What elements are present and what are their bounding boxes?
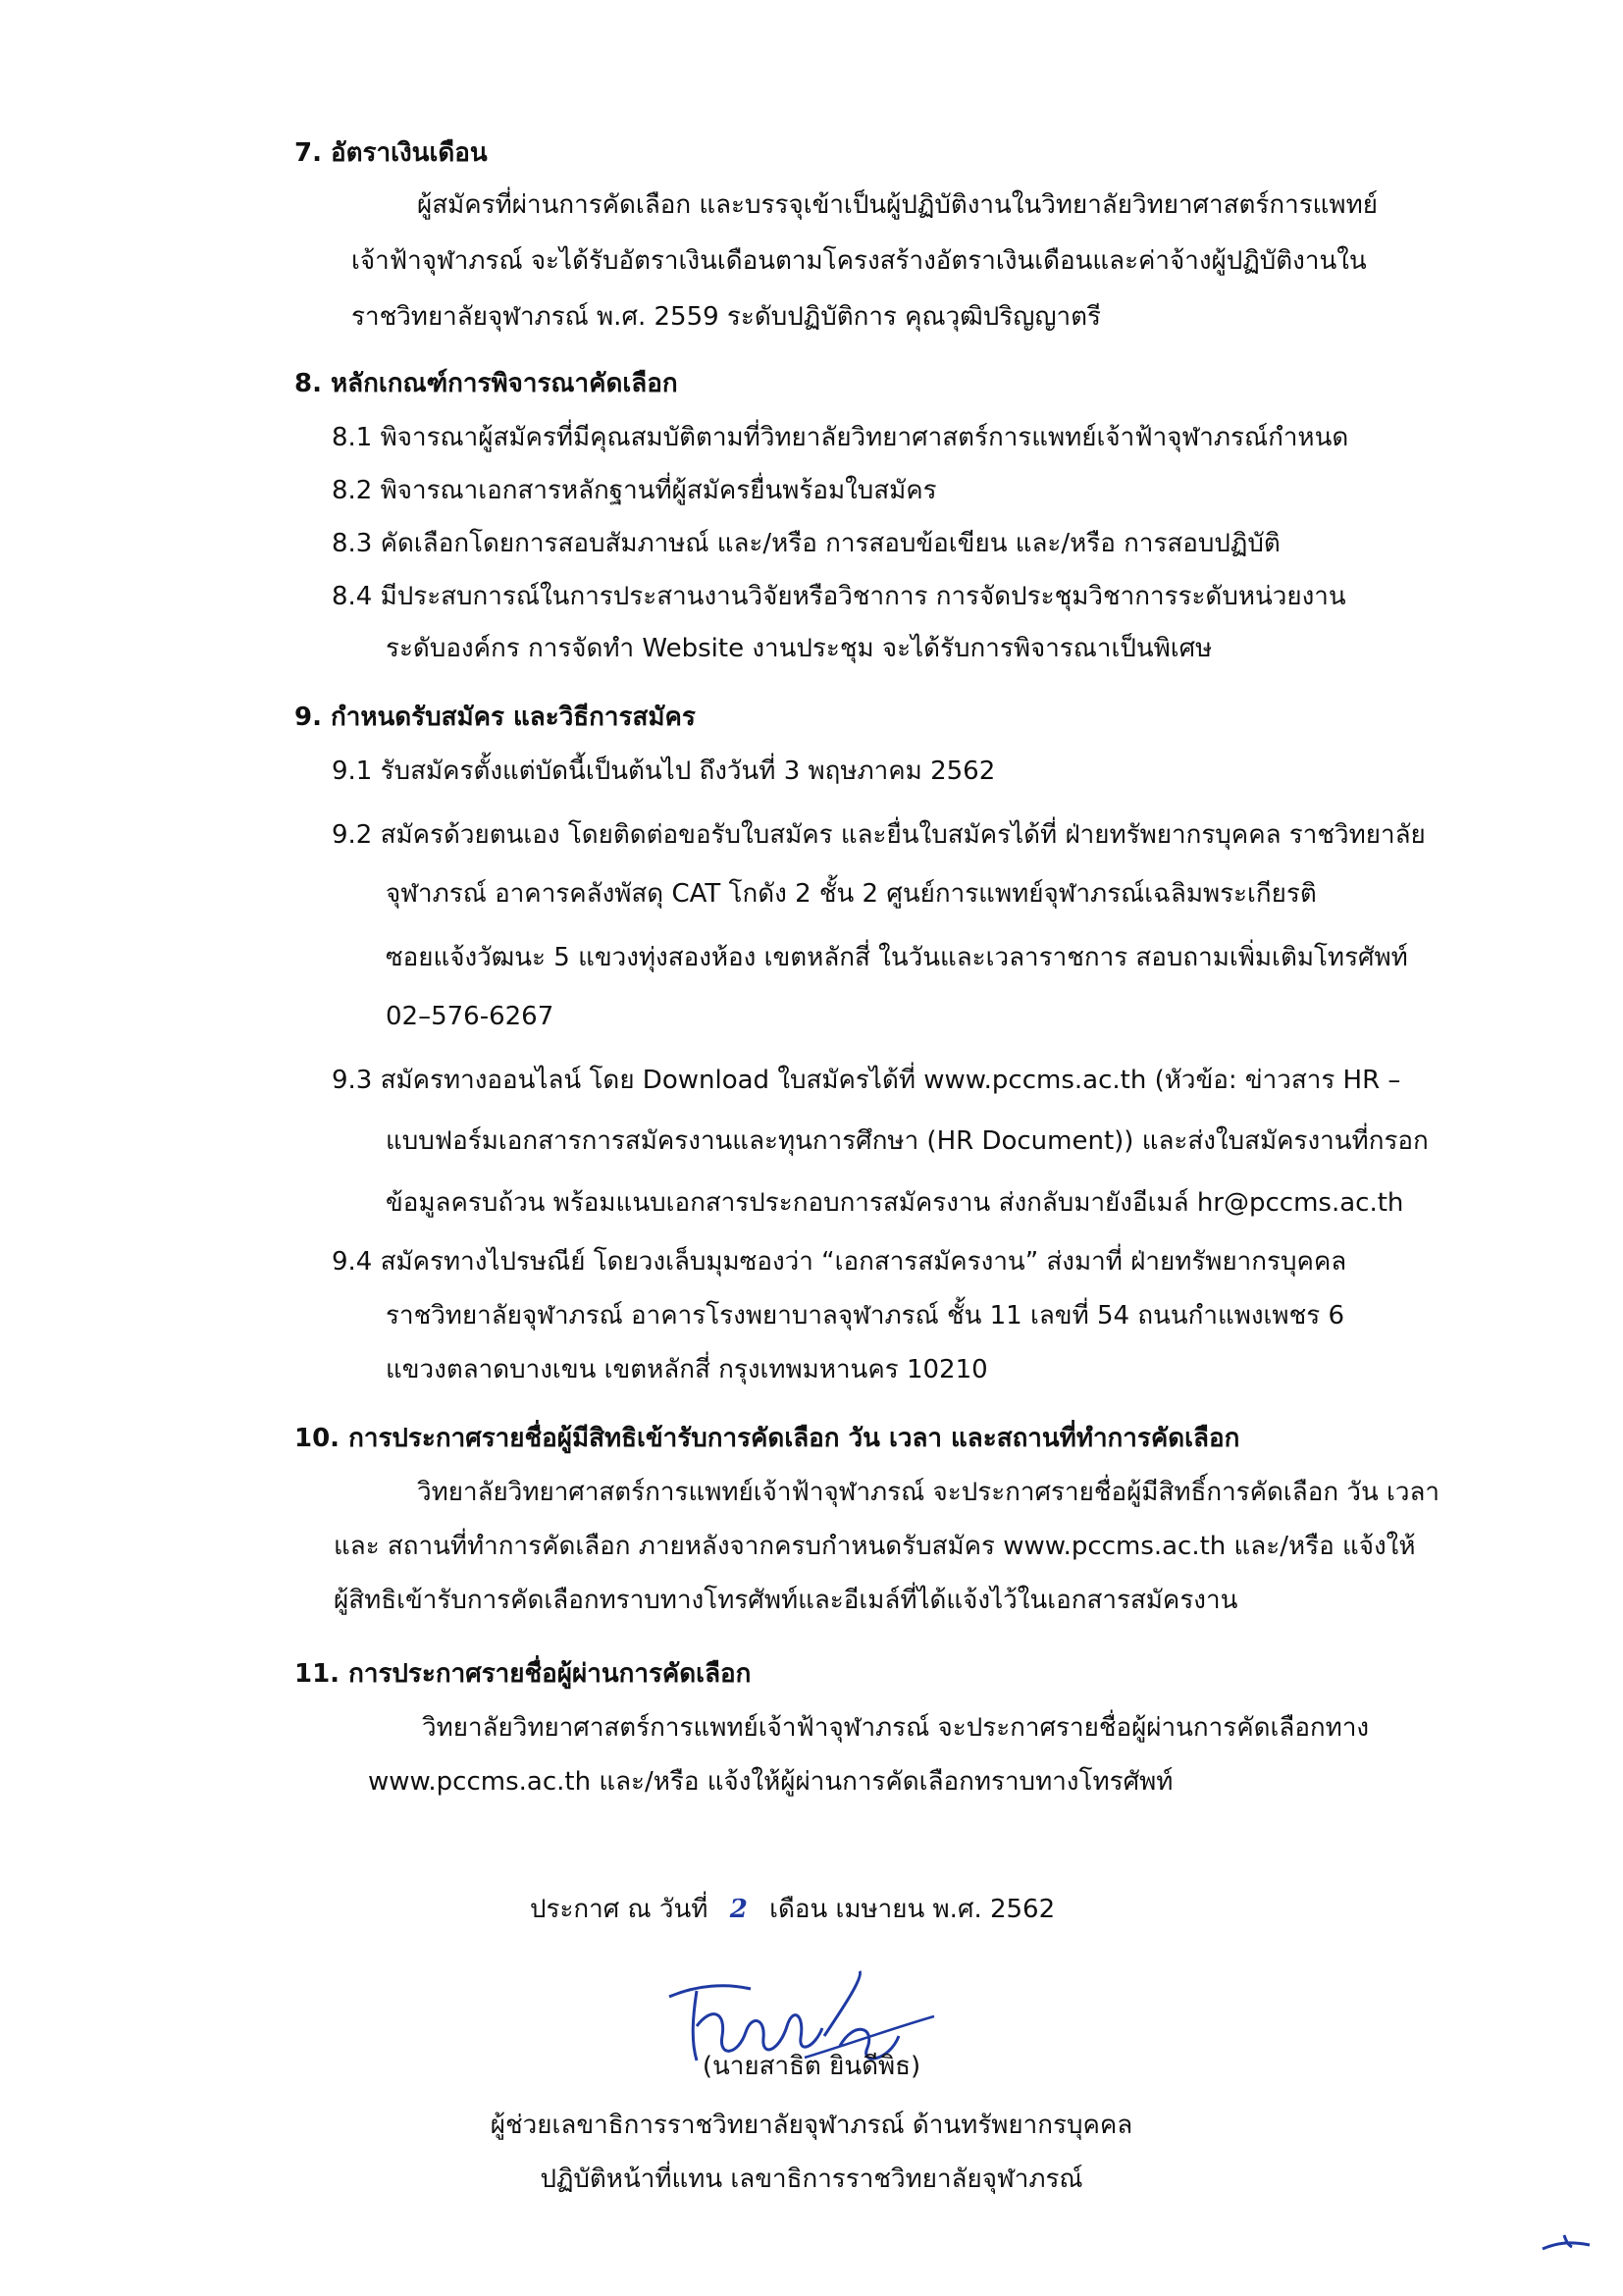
section-9-item-2-line-2: จุฬาภรณ์ อาคารคลังพัสดุ CAT โกดัง 2 ชั้น 2 ศูนย์การแพทย์จุฬาภรณ์เฉลิมพระเกียรติ <box>386 879 1317 909</box>
section-9-heading: 9. กำหนดรับสมัคร และวิธีการสมัคร <box>294 703 696 732</box>
section-8-item-2: 8.2 พิจารณาเอกสารหลักฐานที่ผู้สมัครยื่นพร้อมใบสมัคร <box>332 476 937 505</box>
signer-position-2: ปฏิบัติหน้าที่แทน เลขาธิการราชวิทยาลัยจุฬาภรณ์ <box>540 2165 1083 2194</box>
section-7-line-1: ผู้สมัครที่ผ่านการคัดเลือก และบรรจุเข้าเป็นผู้ปฏิบัติงานในวิทยาลัยวิทยาศาสตร์การแพทย์ <box>417 190 1378 220</box>
section-9-item-4-line-3: แขวงตลาดบางเขน เขตหลักสี่ กรุงเทพมหานคร 10210 <box>386 1355 988 1384</box>
section-10-line-2: และ สถานที่ทำการคัดเลือก ภายหลังจากครบกำหนดรับสมัคร www.pccms.ac.th และ/หรือ แจ้งให้ <box>334 1532 1416 1561</box>
section-9-item-3-line-2: แบบฟอร์มเอกสารการสมัครงานและทุนการศึกษา (HR Document)) และส่งใบสมัครงานที่กรอก <box>386 1126 1429 1156</box>
section-7-line-2: เจ้าฟ้าจุฬาภรณ์ จะได้รับอัตราเงินเดือนตามโครงสร้างอัตราเงินเดือนและค่าจ้างผู้ปฏิบัติงานใน <box>351 246 1367 276</box>
section-9-item-3-line-3: ข้อมูลครบถ้วน พร้อมแนบเอกสารประกอบการสมัครงาน ส่งกลับมายังอีเมล์ hr@pccms.ac.th <box>386 1188 1404 1218</box>
section-11-line-1: วิทยาลัยวิทยาศาสตร์การแพทย์เจ้าฟ้าจุฬาภรณ์ จะประกาศรายชื่อผู้ผ่านการคัดเลือกทาง <box>422 1713 1370 1743</box>
section-8-item-1: 8.1 พิจารณาผู้สมัครที่มีคุณสมบัติตามที่วิทยาลัยวิทยาศาสตร์การแพทย์เจ้าฟ้าจุฬาภรณ์กำหนด <box>332 423 1349 452</box>
date-suffix: เดือน เมษายน พ.ศ. 2562 <box>769 1895 1056 1924</box>
section-9-item-2-phone: 02–576-6267 <box>386 1002 554 1031</box>
section-9-item-2-line-1: 9.2 สมัครด้วยตนเอง โดยติดต่อขอรับใบสมัคร และยื่นใบสมัครได้ที่ ฝ่ายทรัพยากรบุคคล ราชวิทยาลัย <box>332 820 1426 850</box>
section-10-heading: 10. การประกาศรายชื่อผู้มีสิทธิเข้ารับการคัดเลือก วัน เวลา และสถานที่ทำการคัดเลือก <box>294 1424 1240 1453</box>
announcement-date <box>530 1894 1055 1926</box>
section-9-item-3-line-1: 9.3 สมัครทางออนไลน์ โดย Download ใบสมัครได้ที่ www.pccms.ac.th (หัวข้อ: ข่าวสาร HR – <box>332 1066 1401 1095</box>
section-11-heading: 11. การประกาศรายชื่อผู้ผ่านการคัดเลือก <box>294 1659 752 1689</box>
section-8-item-4: 8.4 มีประสบการณ์ในการประสานงานวิจัยหรือวิชาการ การจัดประชุมวิชาการระดับหน่วยงาน <box>332 582 1346 611</box>
section-8-item-3: 8.3 คัดเลือกโดยการสอบสัมภาษณ์ และ/หรือ การสอบข้อเขียน และ/หรือ การสอบปฏิบัติ <box>332 529 1281 558</box>
section-9-item-2-line-3: ซอยแจ้งวัฒนะ 5 แขวงทุ่งสองห้อง เขตหลักสี่ ในวันและเวลาราชการ สอบถามเพิ่มเติมโทรศัพท์ <box>386 943 1408 972</box>
section-8-item-4-cont: ระดับองค์กร การจัดทำ Website งานประชุม จะได้รับการพิจารณาเป็นพิเศษ <box>386 634 1213 663</box>
handwritten-day: 2 <box>729 1895 748 1924</box>
section-7-line-3: ราชวิทยาลัยจุฬาภรณ์ พ.ศ. 2559 ระดับปฏิบัติการ คุณวุฒิปริญญาตรี <box>351 302 1101 332</box>
signer-position-1: ผู้ช่วยเลขาธิการราชวิทยาลัยจุฬาภรณ์ ด้านทรัพยากรบุคคล <box>490 2111 1133 2140</box>
section-10-line-1: วิทยาลัยวิทยาศาสตร์การแพทย์เจ้าฟ้าจุฬาภรณ์ จะประกาศรายชื่อผู้มีสิทธิ์การคัดเลือก วัน เวลา <box>417 1478 1440 1507</box>
section-7-heading: 7. อัตราเงินเดือน <box>294 138 488 168</box>
section-10-line-3: ผู้สิทธิเข้ารับการคัดเลือกทราบทางโทรศัพท์และอีเมล์ที่ได้แจ้งไว้ในเอกสารสมัครงาน <box>334 1586 1238 1615</box>
section-9-item-4-line-2: ราชวิทยาลัยจุฬาภรณ์ อาคารโรงพยาบาลจุฬาภรณ์ ชั้น 11 เลขที่ 54 ถนนกำแพงเพชร 6 <box>386 1301 1344 1331</box>
date-prefix: ประกาศ ณ วันที่ <box>530 1895 708 1924</box>
section-9-item-4-line-1: 9.4 สมัครทางไปรษณีย์ โดยวงเล็บมุมซองว่า “เอกสารสมัครงาน” ส่งมาที่ ฝ่ายทรัพยากรบุคคล <box>332 1247 1347 1277</box>
section-9-item-1: 9.1 รับสมัครตั้งแต่บัดนี้เป็นต้นไป ถึงวันที่ 3 พฤษภาคม 2562 <box>332 757 996 786</box>
initial-mark <box>1539 2227 1597 2257</box>
section-11-line-2: www.pccms.ac.th และ/หรือ แจ้งให้ผู้ผ่านการคัดเลือกทราบทางโทรศัพท์ <box>368 1767 1174 1797</box>
signer-name: (นายสาธิต ยินดีพิธ) <box>702 2052 921 2081</box>
section-8-heading: 8. หลักเกณฑ์การพิจารณาคัดเลือก <box>294 369 678 398</box>
